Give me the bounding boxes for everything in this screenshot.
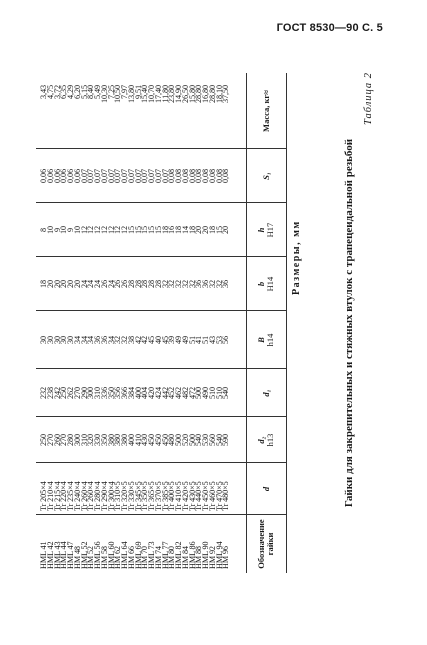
cell-d2: 310 bbox=[79, 434, 89, 446]
cell-b: 28 bbox=[153, 280, 163, 288]
cell-d: Tr 370×5 bbox=[153, 481, 163, 511]
cell-h: 20 bbox=[221, 226, 231, 234]
cell-h: 18 bbox=[160, 226, 170, 234]
cell-mass: 37,50 bbox=[221, 85, 231, 103]
cell-d2: 540 bbox=[194, 434, 204, 446]
cell-B: 32 bbox=[113, 336, 123, 344]
cell-mass: 7,25 bbox=[106, 85, 116, 99]
page-header: ГОСТ 8530—90 С. 5 bbox=[276, 22, 383, 34]
cell-mass: 26,50 bbox=[180, 85, 190, 103]
cell-s1: 0,07 bbox=[160, 169, 170, 183]
cell-s1: 0,08 bbox=[174, 169, 183, 183]
cell-designation: HML 47 bbox=[66, 541, 75, 569]
cell-s1: 0,07 bbox=[133, 169, 143, 183]
cell-h: 12 bbox=[106, 226, 116, 234]
cell-h: 12 bbox=[93, 226, 102, 234]
cell-d1: 262 bbox=[66, 387, 75, 399]
cell-B: 49 bbox=[180, 336, 190, 344]
cell-d2: 480 bbox=[167, 434, 177, 446]
column-b bbox=[41, 257, 246, 311]
cell-d2: 380 bbox=[120, 434, 129, 446]
cell-d: Tr 400×5 bbox=[167, 481, 177, 511]
cell-d2: 410 bbox=[133, 434, 143, 446]
cell-B: 34 bbox=[106, 336, 116, 344]
cell-mass: 5,49 bbox=[93, 85, 102, 99]
cell-designation: HML 41 bbox=[39, 541, 48, 569]
cell-mass: 11,80 bbox=[160, 85, 170, 103]
cell-d: Tr 385×5 bbox=[160, 481, 170, 511]
cell-mass: 18,10 bbox=[214, 85, 224, 103]
cell-d: Tr 210×4 bbox=[45, 481, 55, 511]
cell-d1: 462 bbox=[174, 387, 183, 399]
cell-b: 20 bbox=[66, 280, 75, 288]
cell-designation: HML 64 bbox=[120, 541, 129, 569]
cell-d1: 310 bbox=[93, 387, 102, 399]
cell-s1: 0,07 bbox=[106, 169, 116, 183]
cell-mass: 4,29 bbox=[66, 85, 75, 99]
cell-s1: 0,06 bbox=[59, 169, 69, 183]
cell-s1: 0,08 bbox=[221, 169, 231, 183]
cell-b: 36 bbox=[201, 280, 210, 288]
cell-h: 18 bbox=[207, 226, 217, 234]
cell-B: 30 bbox=[45, 336, 55, 344]
column-d2 bbox=[41, 417, 246, 463]
cell-d2: 270 bbox=[59, 434, 69, 446]
cell-B: 30 bbox=[52, 336, 62, 344]
cell-B: 30 bbox=[59, 336, 69, 344]
cell-designation: HM 66 bbox=[126, 546, 136, 569]
cell-d: Tr 220×4 bbox=[59, 481, 69, 511]
cell-B: 30 bbox=[66, 336, 75, 344]
cell-B: 34 bbox=[79, 336, 89, 344]
cell-h: 12 bbox=[113, 226, 123, 234]
cell-s1: 0,08 bbox=[180, 169, 190, 183]
cell-designation: HM 62 bbox=[113, 546, 123, 569]
cell-d: Tr 460×5 bbox=[207, 481, 217, 511]
cell-designation: HML 77 bbox=[160, 541, 170, 569]
cell-d1: 238 bbox=[45, 387, 55, 399]
cell-mass: 17,40 bbox=[153, 85, 163, 103]
cell-d: Tr 345×5 bbox=[133, 481, 143, 511]
cell-d2: 500 bbox=[174, 434, 183, 446]
cell-h: 15 bbox=[126, 226, 136, 234]
cell-h: 8 bbox=[39, 228, 48, 232]
cell-s1: 0,07 bbox=[113, 169, 123, 183]
cell-designation: HM 58 bbox=[99, 546, 109, 569]
cell-mass: 9,51 bbox=[133, 85, 143, 99]
cell-mass: 10,50 bbox=[113, 85, 123, 103]
cell-s1: 0,08 bbox=[194, 169, 204, 183]
cell-B: 36 bbox=[93, 336, 102, 344]
cell-B: 34 bbox=[86, 336, 96, 344]
cell-d1: 482 bbox=[180, 387, 190, 399]
cell-h: 9 bbox=[66, 228, 75, 232]
cell-d1: 366 bbox=[120, 387, 129, 399]
cell-d2: 330 bbox=[93, 434, 102, 446]
cell-designation: HM 74 bbox=[153, 546, 163, 569]
cell-B: 30 bbox=[39, 336, 48, 344]
cell-b: 20 bbox=[52, 280, 62, 288]
cell-d2: 380 bbox=[113, 434, 123, 446]
cell-h: 12 bbox=[86, 226, 96, 234]
cell-b: 32 bbox=[180, 280, 190, 288]
cell-b: 20 bbox=[72, 280, 82, 288]
cell-B: 42 bbox=[133, 336, 143, 344]
cell-mass: 4,75 bbox=[45, 85, 55, 99]
rotated-table-page bbox=[33, 45, 393, 605]
cell-d: Tr 320×5 bbox=[120, 481, 129, 511]
cell-designation: HML 42 bbox=[45, 541, 55, 569]
cell-mass: 15,40 bbox=[140, 85, 150, 103]
cell-designation: HM 80 bbox=[167, 546, 177, 569]
cell-designation: HM 48 bbox=[72, 546, 82, 569]
cell-s1: 0,07 bbox=[79, 169, 89, 183]
cell-B: 43 bbox=[207, 336, 217, 344]
cell-B: 39 bbox=[167, 336, 177, 344]
cell-b: 26 bbox=[99, 280, 109, 288]
cell-d: Tr 260×4 bbox=[79, 481, 89, 511]
cell-d1: 424 bbox=[153, 387, 163, 399]
cell-s1: 0,08 bbox=[214, 169, 224, 183]
cell-h: 9 bbox=[52, 228, 62, 232]
cell-b: 24 bbox=[79, 280, 89, 288]
cell-designation: HML 52 bbox=[79, 541, 89, 569]
cell-d: Tr 300×4 bbox=[106, 481, 116, 511]
cell-d1: 250 bbox=[59, 387, 69, 399]
cell-h: 10 bbox=[72, 226, 82, 234]
cell-b: 24 bbox=[93, 280, 102, 288]
cell-designation: HML 43 bbox=[52, 541, 62, 569]
cell-b: 32 bbox=[187, 280, 197, 288]
cell-h: 12 bbox=[99, 226, 109, 234]
cell-d: Tr 365×5 bbox=[147, 481, 156, 511]
cell-designation: HML 90 bbox=[201, 541, 210, 569]
cell-d2: 450 bbox=[160, 434, 170, 446]
cell-d1: 232 bbox=[39, 387, 48, 399]
cell-d: Tr 290×4 bbox=[99, 481, 109, 511]
cell-d1: 540 bbox=[221, 387, 231, 399]
cell-designation: HM 52 bbox=[86, 546, 96, 569]
cell-b: 24 bbox=[86, 280, 96, 288]
cell-B: 45 bbox=[160, 336, 170, 344]
cell-d1: 384 bbox=[126, 387, 136, 399]
cell-b: 28 bbox=[140, 280, 150, 288]
cell-d1: 452 bbox=[167, 387, 177, 399]
column-d bbox=[41, 465, 246, 511]
cell-h: 18 bbox=[174, 226, 183, 234]
cell-h: 15 bbox=[133, 226, 143, 234]
units-rule bbox=[286, 149, 287, 463]
cell-d1: 300 bbox=[86, 387, 96, 399]
cell-b: 24 bbox=[106, 280, 116, 288]
cell-mass: 7,97 bbox=[120, 85, 129, 99]
cell-designation: HML 56 bbox=[93, 541, 102, 569]
cell-d1: 420 bbox=[147, 387, 156, 399]
cell-designation: HML 44 bbox=[59, 541, 69, 569]
cell-s1: 0,06 bbox=[45, 169, 55, 183]
cell-B: 53 bbox=[214, 336, 224, 344]
cell-d2: 590 bbox=[221, 434, 231, 446]
cell-s1: 0,08 bbox=[167, 169, 177, 183]
cell-h: 15 bbox=[214, 226, 224, 234]
cell-s1: 0,07 bbox=[140, 169, 150, 183]
cell-b: 28 bbox=[126, 280, 136, 288]
cell-d1: 442 bbox=[160, 387, 170, 399]
cell-designation: HML 82 bbox=[174, 541, 183, 569]
column-B bbox=[41, 311, 246, 369]
cell-B: 51 bbox=[187, 336, 197, 344]
header-b: b H14 bbox=[256, 276, 275, 292]
cell-s1: 0,07 bbox=[120, 169, 129, 183]
cell-d: Tr 350×5 bbox=[140, 481, 150, 511]
cell-b: 32 bbox=[160, 280, 170, 288]
cell-d2: 380 bbox=[106, 434, 116, 446]
cell-B: 38 bbox=[126, 336, 136, 344]
cell-d2: 530 bbox=[201, 434, 210, 446]
units-label: Размеры, мм bbox=[291, 220, 302, 295]
cell-h: 20 bbox=[194, 226, 204, 234]
header-d2: d₂ h13 bbox=[256, 433, 275, 447]
cell-h: 14 bbox=[180, 226, 190, 234]
column-h bbox=[41, 203, 246, 257]
cell-h: 10 bbox=[59, 226, 69, 234]
cell-h: 15 bbox=[153, 226, 163, 234]
cell-d2: 250 bbox=[39, 434, 48, 446]
cell-designation: HML 73 bbox=[147, 541, 156, 569]
cell-d: Tr 430×5 bbox=[187, 481, 197, 511]
cell-d: Tr 235×4 bbox=[66, 481, 75, 511]
column-mass bbox=[41, 85, 246, 149]
cell-d2: 430 bbox=[140, 434, 150, 446]
cell-b: 32 bbox=[214, 280, 224, 288]
cell-d2: 270 bbox=[45, 434, 55, 446]
cell-d1: 510 bbox=[207, 387, 217, 399]
cell-d: Tr 280×4 bbox=[93, 481, 102, 511]
cell-B: 42 bbox=[140, 336, 150, 344]
cell-d2: 520 bbox=[180, 434, 190, 446]
header-mass: Масса, кг≈ bbox=[260, 90, 271, 132]
cell-B: 45 bbox=[147, 336, 156, 344]
cell-s1: 0,06 bbox=[39, 169, 48, 183]
cell-h: 10 bbox=[45, 226, 55, 234]
cell-mass: 3,43 bbox=[39, 85, 48, 99]
cell-b: 28 bbox=[133, 280, 143, 288]
cell-d: Tr 420×5 bbox=[180, 481, 190, 511]
cell-mass: 6,35 bbox=[59, 85, 69, 99]
cell-s1: 0,07 bbox=[86, 169, 96, 183]
table-caption: Гайки для закрепительных и стяжных втулок с трапецеидальной резьбой bbox=[343, 138, 355, 508]
cell-d2: 500 bbox=[187, 434, 197, 446]
column-designation bbox=[41, 517, 246, 569]
cell-s1: 0,08 bbox=[201, 169, 210, 183]
cell-s1: 0,06 bbox=[66, 169, 75, 183]
cell-d1: 490 bbox=[201, 387, 210, 399]
cell-b: 32 bbox=[167, 280, 177, 288]
header-d1: d₁ bbox=[260, 389, 271, 397]
cell-B: 41 bbox=[194, 336, 204, 344]
cell-s1: 0,07 bbox=[99, 169, 109, 183]
column-d1 bbox=[41, 369, 246, 417]
cell-d1: 290 bbox=[79, 387, 89, 399]
cell-b: 26 bbox=[113, 280, 123, 288]
cell-B: 51 bbox=[201, 336, 210, 344]
cell-h: 15 bbox=[140, 226, 150, 234]
cell-d: Tr 410×5 bbox=[174, 481, 183, 511]
cell-h: 18 bbox=[187, 226, 197, 234]
cell-mass: 15,80 bbox=[187, 85, 197, 103]
cell-designation: HML 69 bbox=[133, 541, 143, 569]
cell-designation: HML 94 bbox=[214, 541, 224, 569]
cell-h: 15 bbox=[147, 226, 156, 234]
cell-d1: 350 bbox=[106, 387, 116, 399]
cell-d: Tr 470×5 bbox=[214, 481, 224, 511]
cell-designation: HM 96 bbox=[221, 546, 231, 569]
cell-mass: 23,80 bbox=[167, 85, 177, 103]
cell-b: 20 bbox=[45, 280, 55, 288]
cell-s1: 0,07 bbox=[153, 169, 163, 183]
cell-d2: 400 bbox=[126, 434, 136, 446]
cell-d1: 242 bbox=[52, 387, 62, 399]
cell-b: 20 bbox=[59, 280, 69, 288]
cell-mass: 14,90 bbox=[174, 85, 183, 103]
header-h: h H17 bbox=[256, 222, 275, 238]
header-s1: S₁ bbox=[260, 172, 271, 180]
cell-designation: HML 60 bbox=[106, 541, 116, 569]
cell-designation: HM 88 bbox=[194, 546, 204, 569]
cell-B: 32 bbox=[120, 336, 129, 344]
cell-b: 28 bbox=[147, 280, 156, 288]
cell-d: Tr 330×5 bbox=[126, 481, 136, 511]
cell-mass: 28,80 bbox=[207, 85, 217, 103]
cell-d: Tr 215×4 bbox=[52, 481, 62, 511]
cell-B: 40 bbox=[153, 336, 163, 344]
cell-mass: 8,40 bbox=[86, 85, 96, 99]
cell-d: Tr 260×4 bbox=[86, 481, 96, 511]
cell-d2: 260 bbox=[52, 434, 62, 446]
cell-b: 26 bbox=[120, 280, 129, 288]
cell-B: 34 bbox=[72, 336, 82, 344]
cell-d: Tr 310×5 bbox=[113, 481, 123, 511]
cell-s1: 0,06 bbox=[52, 169, 62, 183]
cell-h: 12 bbox=[79, 226, 89, 234]
cell-s1: 0,07 bbox=[147, 169, 156, 183]
cell-d2: 540 bbox=[214, 434, 224, 446]
cell-B: 56 bbox=[221, 336, 231, 344]
cell-d2: 300 bbox=[72, 434, 82, 446]
cell-d1: 356 bbox=[113, 387, 123, 399]
cell-b: 36 bbox=[194, 280, 204, 288]
cell-d: Tr 205×4 bbox=[39, 481, 48, 511]
cell-b: 18 bbox=[39, 280, 48, 288]
cell-d2: 280 bbox=[66, 434, 75, 446]
table-label: Таблица 2 bbox=[363, 71, 374, 125]
cell-s1: 0,08 bbox=[207, 169, 217, 183]
cell-designation: HM 70 bbox=[140, 546, 150, 569]
cell-h: 20 bbox=[201, 226, 210, 234]
cell-s1: 0,08 bbox=[187, 169, 197, 183]
header-d: d bbox=[260, 486, 271, 492]
cell-b: 32 bbox=[174, 280, 183, 288]
cell-designation: HM 84 bbox=[180, 546, 190, 569]
cell-d: Tr 240×4 bbox=[72, 481, 82, 511]
cell-d2: 350 bbox=[99, 434, 109, 446]
cell-b: 36 bbox=[221, 280, 231, 288]
cell-d1: 472 bbox=[187, 387, 197, 399]
cell-d1: 510 bbox=[214, 387, 224, 399]
cell-d2: 450 bbox=[153, 434, 163, 446]
header-designation: Обозначение гайки bbox=[256, 519, 275, 569]
cell-d1: 404 bbox=[140, 387, 150, 399]
cell-mass: 28,80 bbox=[194, 85, 204, 103]
cell-h: 16 bbox=[167, 226, 177, 234]
cell-mass: 3,72 bbox=[52, 85, 62, 99]
cell-d1: 270 bbox=[72, 387, 82, 399]
cell-mass: 5,15 bbox=[79, 85, 89, 99]
cell-mass: 10,70 bbox=[147, 85, 156, 103]
cell-mass: 13,80 bbox=[126, 85, 136, 103]
cell-d: Tr 480×5 bbox=[221, 481, 231, 511]
cell-d2: 320 bbox=[86, 434, 96, 446]
cell-s1: 0,06 bbox=[72, 169, 82, 183]
cell-B: 36 bbox=[99, 336, 109, 344]
cell-d: Tr 440×5 bbox=[194, 481, 204, 511]
cell-mass: 16,80 bbox=[201, 85, 210, 103]
cell-d: Tr 450×5 bbox=[201, 481, 210, 511]
cell-d2: 560 bbox=[207, 434, 217, 446]
header-B: B h14 bbox=[256, 333, 275, 347]
cell-mass: 10,30 bbox=[99, 85, 109, 103]
cell-b: 32 bbox=[207, 280, 217, 288]
cell-d1: 400 bbox=[133, 387, 143, 399]
cell-s1: 0,07 bbox=[93, 169, 102, 183]
cell-mass: 6,20 bbox=[72, 85, 82, 99]
cell-d1: 336 bbox=[99, 387, 109, 399]
cell-s1: 0,07 bbox=[126, 169, 136, 183]
cell-B: 49 bbox=[174, 336, 183, 344]
column-s1 bbox=[41, 149, 246, 203]
cell-h: 12 bbox=[120, 226, 129, 234]
cell-d1: 500 bbox=[194, 387, 204, 399]
cell-designation: HM 92 bbox=[207, 546, 217, 569]
cell-d2: 450 bbox=[147, 434, 156, 446]
cell-designation: HML 86 bbox=[187, 541, 197, 569]
